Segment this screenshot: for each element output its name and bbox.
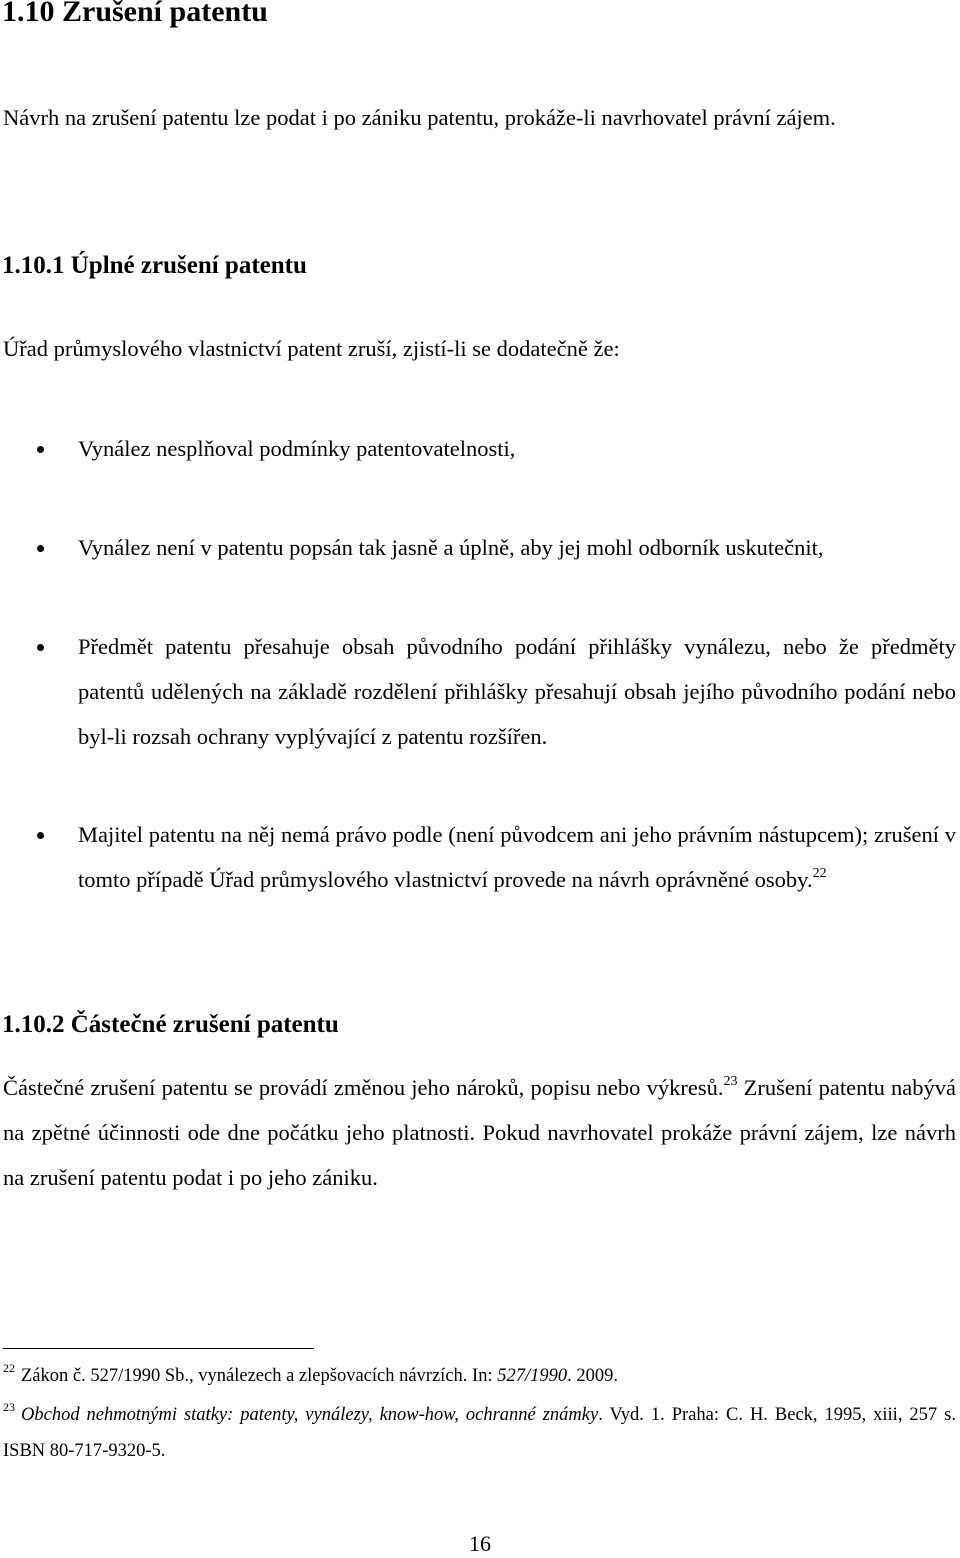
footnote-text: . Vyd. 1. Praha: C. H. Beck, 1995, xiii, 257 s. ISBN 80-717-9320-5.	[3, 1405, 956, 1461]
list-item-text: Majitel patentu na něj nemá právo podle (není původcem ani jeho právním nástupcem); zrušení v tomto případě Úřad průmyslového vlastnictví provede na návrh oprávněné osoby.	[78, 822, 956, 892]
paragraph-text: Zrušení patentu nabývá na zpětné účinnosti ode dne počátku jeho platnosti. Pokud navrhovatel prokáže právní zájem, lze návrh na zrušení patentu podat i po jeho zániku.	[3, 1075, 956, 1190]
bullet-icon	[37, 545, 44, 552]
bullet-icon	[37, 446, 44, 453]
paragraph-text: Částečné zrušení patentu se provádí změnou jeho nároků, popisu nebo výkresů.	[3, 1075, 724, 1100]
footnote-separator	[3, 1348, 314, 1349]
section-heading-main: 1.10 Zrušení patentu	[2, 0, 268, 28]
partial-revocation-paragraph	[3, 1065, 956, 1200]
bullet-icon	[37, 832, 44, 839]
subsection-heading-partial-revocation: 1.10.2 Částečné zrušení patentu	[2, 1011, 339, 1038]
footnote-reference[interactable]: 23	[723, 1074, 738, 1089]
revocation-lead-paragraph: Úřad průmyslového vlastnictví patent zruší, zjistí-li se dodatečně že:	[3, 336, 620, 361]
footnote-text: Zákon č. 527/1990 Sb., vynálezech a zlepšovacích návrzích. In:	[21, 1366, 498, 1386]
footnote-number: 23	[3, 1400, 15, 1414]
list-item-text: Předmět patentu přesahuje obsah původního podání přihlášky vynálezu, nebo že předměty patentů udělených na základě rozdělení přihlášky přesahují obsah jejího původního podání nebo byl-li rozsah ochrany vyplývající z patentu rozšířen.	[78, 634, 956, 749]
subsection-heading-full-revocation: 1.10.1 Úplné zrušení patentu	[2, 252, 307, 279]
footnote-22	[3, 1358, 956, 1394]
bullet-icon	[37, 644, 44, 651]
list-item	[78, 624, 956, 759]
intro-paragraph: Návrh na zrušení patentu lze podat i po zániku patentu, prokáže-li navrhovatel právní zájem.	[3, 105, 836, 130]
footnote-text: . 2009.	[567, 1366, 618, 1386]
list-item-text: Vynález není v patentu popsán tak jasně a úplně, aby jej mohl odborník uskutečnit,	[78, 535, 824, 560]
list-item	[78, 812, 956, 902]
footnote-reference[interactable]: 22	[812, 866, 827, 881]
list-item-text: Vynález nesplňoval podmínky patentovatelnosti,	[78, 436, 516, 461]
list-item	[78, 525, 956, 570]
page-number: 16	[469, 1531, 491, 1556]
footnote-number: 22	[3, 1361, 15, 1375]
list-item	[78, 426, 956, 471]
footnote-italic-text: 527/1990	[497, 1366, 568, 1386]
footnote-italic-text: Obchod nehmotnými statky: patenty, vynálezy, know-how, ochranné známky	[21, 1405, 599, 1425]
footnote-23	[3, 1397, 956, 1469]
